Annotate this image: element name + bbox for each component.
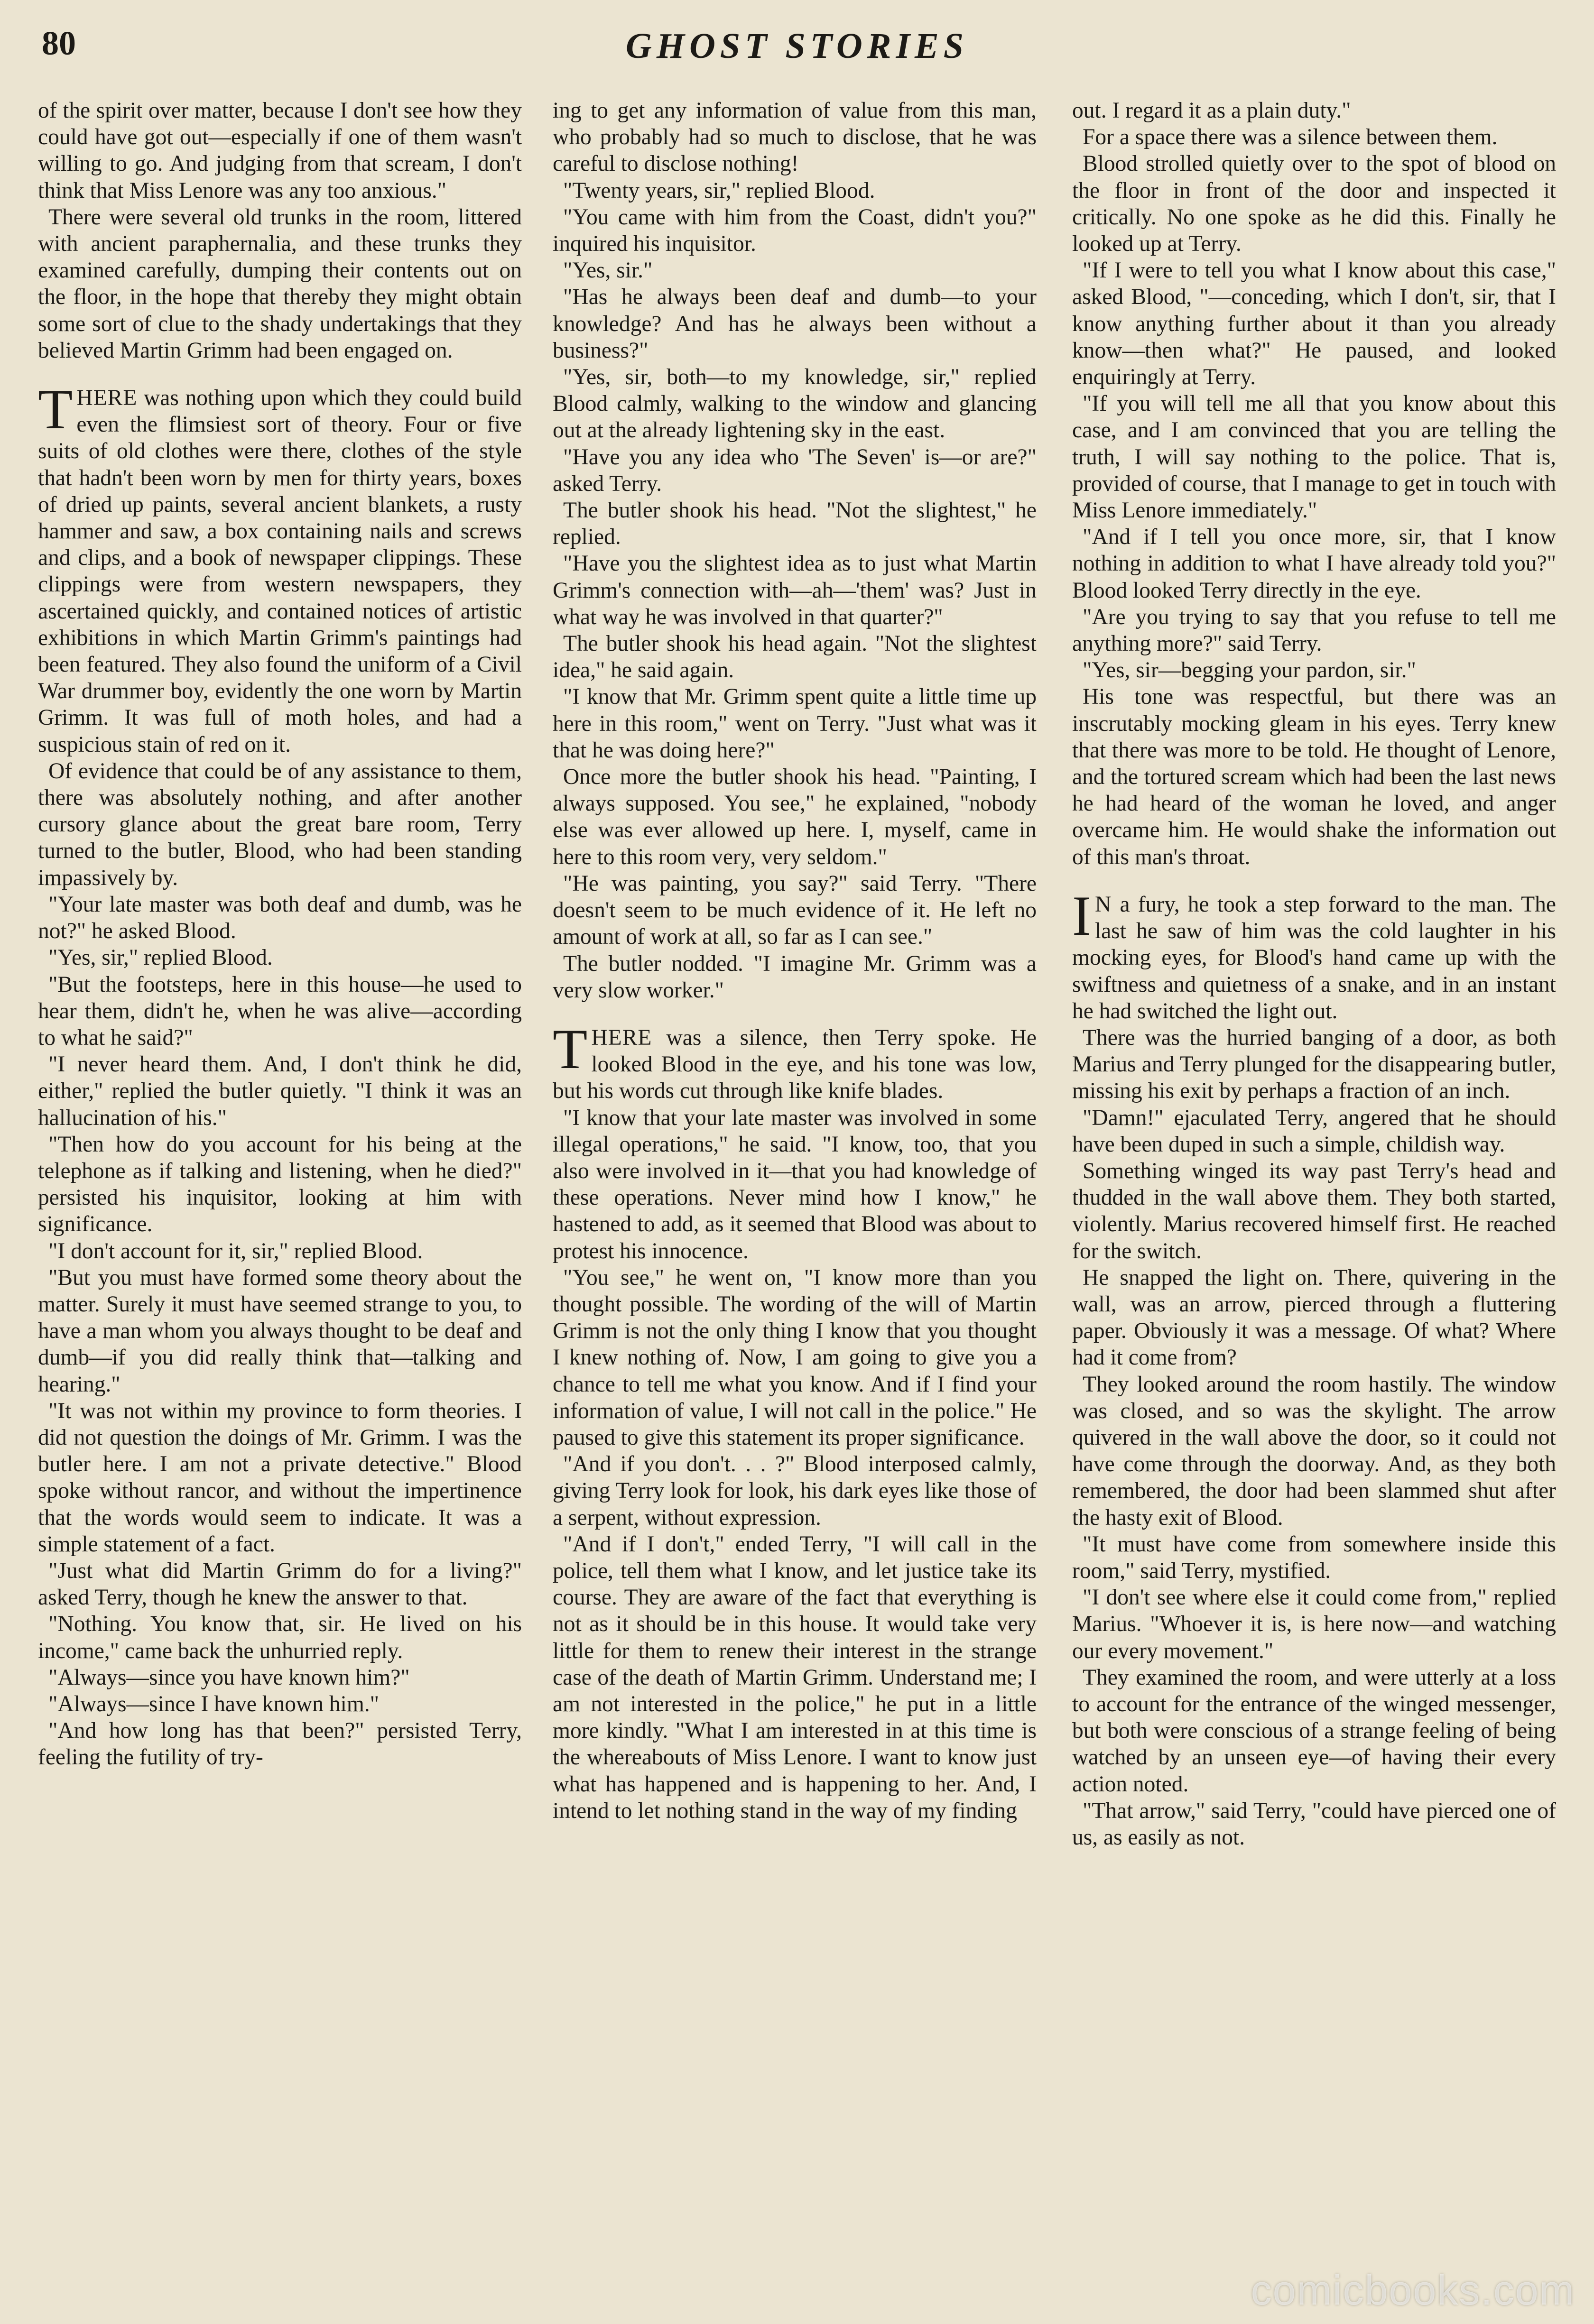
paragraph [38, 971, 522, 1051]
paragraph-text: "You came with him from the Coast, didn't you?" inquired his inquisitor. [553, 204, 1037, 257]
paragraph [1072, 97, 1556, 124]
paragraph [553, 870, 1037, 950]
paragraph-text: His tone was respectful, but there was an inscrutably mocking gleam in his eyes. Terry knew that there was more to be told. He thought of Lenore, and the tortured scream which had been the last news he had heard of the woman he loved, and anger overcame him. He would shake the information out of this man's throat. [1072, 684, 1556, 869]
paragraph [38, 1264, 522, 1398]
paragraph [1072, 1264, 1556, 1371]
paragraph [553, 683, 1037, 764]
paragraph-text: "I know that your late master was involved in some illegal operations," he said. "I know, too, that you also were involved in it—that you had knowledge of these operations. Never mind how I know," he hastened to add, as it seemed that Blood was about to protest his innocence. [553, 1105, 1037, 1263]
paragraph-text: "But the footsteps, here in this house—he used to hear them, didn't he, when he was alive—according to what he said?" [38, 972, 522, 1050]
paragraph [1072, 683, 1556, 870]
paragraph-text: "If you will tell me all that you know about this case, and I am convinced that you are telling the truth, I will say nothing to the police. That is, provided of course, that I manage to get in touch with Miss Lenore immediately." [1072, 391, 1556, 523]
paragraph-text: The butler nodded. "I imagine Mr. Grimm was a very slow worker." [553, 951, 1037, 1003]
paragraph-text: Of evidence that could be of any assistance to them, there was absolutely nothing, and after another cursory glance about the great bare room, Terry turned to the butler, Blood, who had been standing impassively by. [38, 758, 522, 890]
text-column-1 [38, 97, 522, 2303]
paragraph [38, 944, 522, 971]
paragraph [1072, 1371, 1556, 1531]
paragraph-text: "It must have come from somewhere inside this room," said Terry, mystified. [1072, 1531, 1556, 1583]
page-number: 80 [42, 24, 76, 62]
lead-in: N [1094, 892, 1112, 917]
section-paragraph [553, 1017, 1037, 1105]
paragraph [38, 1664, 522, 1691]
paragraph-text: "Yes, sir—begging your pardon, sir." [1083, 658, 1416, 683]
paragraph [38, 204, 522, 364]
paragraph-text: "Damn!" ejaculated Terry, angered that he should have been duped in such a simple, childish way. [1072, 1105, 1556, 1157]
paragraph-text: "Your late master was both deaf and dumb, was he not?" he asked Blood. [38, 892, 522, 944]
lead-in: HERE [591, 1025, 652, 1050]
paragraph [553, 630, 1037, 683]
drop-cap: T [38, 378, 73, 441]
paragraph [1072, 257, 1556, 390]
paragraph [38, 1238, 522, 1264]
paragraph [1072, 604, 1556, 657]
paragraph-text: "Yes, sir," replied Blood. [48, 945, 273, 970]
paragraph-text: Something winged its way past Terry's head and thudded in the wall above them. They both started, violently. Marius recovered himself first. He reached for the switch. [1072, 1158, 1556, 1263]
paragraph-text: "He was painting, you say?" said Terry. "There doesn't seem to be much evidence of it. He left no amount of work at all, so far as I can see." [553, 871, 1037, 950]
paragraph-text: "If I were to tell you what I know about this case," asked Blood, "—conceding, which I don't, sir, that I know anything further about it than you already know—then what?" He paused, and looked enquiringly at Terry. [1072, 258, 1556, 390]
paragraph-text: "You see," he went on, "I know more than you thought possible. The wording of the will of Martin Grimm is not the only thing I know that you thought I knew nothing of. Now, I am going to give you a chance to tell me what you know. And if I find your information of value, I will not call in the police." He paused to give this statement its proper significance. [553, 1265, 1037, 1450]
paragraph [553, 1531, 1037, 1824]
paragraph [553, 257, 1037, 284]
paragraph-text: was nothing upon which they could build even the flimsiest sort of theory. Four or five suits of old clothes were there, clothes of the style that hadn't been worn by men for thirty years, boxes of dried up paints, several ancient blankets, a rusty hammer and saw, a box containing nails and screws and clips, and a book of newspaper clippings. These clippings were from western newspapers, they ascertained quickly, and contained notices of artistic exhibitions in which Martin Grimm's paintings had been featured. They also found the uniform of a Civil War drummer boy, evidently the one worn by Martin Grimm. It was full of moth holes, and had a suspicious stain of red on it. [38, 386, 522, 757]
running-title: GHOST STORIES [625, 26, 968, 66]
section-paragraph [38, 378, 522, 758]
paragraph-text: "I don't account for it, sir," replied Blood. [48, 1238, 423, 1263]
paragraph-text: "That arrow," said Terry, "could have pierced one of us, as easily as not. [1072, 1798, 1556, 1850]
drop-cap: I [1072, 884, 1091, 947]
paragraph-text: "I don't see where else it could come from," replied Marius. "Whoever it is, is here now—and watching our every movement." [1072, 1585, 1556, 1663]
paragraph [553, 284, 1037, 364]
paragraph [553, 764, 1037, 870]
paragraph-text: out. I regard it as a plain duty." [1072, 98, 1351, 123]
paragraph-text: There was the hurried banging of a door, as both Marius and Terry plunged for the disappearing butler, missing his exit by perhaps a fraction of an inch. [1072, 1025, 1556, 1104]
paragraph-text: The butler shook his head again. "Not the slightest idea," he said again. [553, 631, 1037, 683]
lead-in: HERE [76, 386, 138, 411]
paragraph-text: Once more the butler shook his head. "Painting, I always supposed. You see," he explained, "nobody else was ever allowed up here. I, myself, came in here to this room very, very seldom." [553, 765, 1037, 869]
paragraph [553, 364, 1037, 444]
paragraph-text: The butler shook his head. "Not the slightest," he replied. [553, 498, 1037, 550]
section-paragraph [1072, 884, 1556, 1024]
paragraph [1072, 1105, 1556, 1158]
paragraph-text: "Have you the slightest idea as to just what Martin Grimm's connection with—ah—'them' was? Just in what way he was involved in that quarter?" [553, 551, 1037, 629]
paragraph-text: "Always—since you have known him?" [48, 1665, 410, 1690]
paragraph-text: "Yes, sir, both—to my knowledge, sir," replied Blood calmly, walking to the window and glancing out at the already lightening sky in the east. [553, 365, 1037, 443]
paragraph-text: a fury, he took a step forward to the man. The last he saw of him was the cold laughter in his mocking eyes, for Blood's hand came up with the swiftness and quietness of a snake, and in an instant he had switched the light out. [1072, 892, 1556, 1024]
paragraph [38, 1051, 522, 1131]
paragraph [553, 1264, 1037, 1451]
paragraph [1072, 1664, 1556, 1798]
paragraph [553, 1105, 1037, 1264]
paragraph [38, 1691, 522, 1717]
paragraph-text: was a silence, then Terry spoke. He looked Blood in the eye, and his tone was low, but his words cut through like knife blades. [553, 1025, 1037, 1104]
paragraph [1072, 524, 1556, 604]
paragraph-text: "And how long has that been?" persisted Terry, feeling the futility of try- [38, 1718, 522, 1770]
text-column-2 [553, 97, 1037, 2303]
paragraph-text: For a space there was a silence between them. [1083, 125, 1498, 150]
paragraph-text: "And if you don't. . . ?" Blood interposed calmly, giving Terry look for look, his dark eyes like those of a serpent, without expression. [553, 1452, 1037, 1530]
paragraph [1072, 150, 1556, 257]
text-column-3 [1072, 97, 1556, 2303]
paragraph [1072, 1584, 1556, 1664]
paragraph-text: There were several old trunks in the room, littered with ancient paraphernalia, and these trunks they examined carefully, dumping their contents out on the floor, in the hope that thereby they might obtain some sort of clue to the shady undertakings that they believed Martin Grimm had been engaged on. [38, 204, 522, 363]
paragraph-text: He snapped the light on. There, quivering in the wall, was an arrow, pierced through a fluttering paper. Obviously it was a message. Of what? Where had it come from? [1072, 1265, 1556, 1370]
paragraph-text: "And if I don't," ended Terry, "I will call in the police, tell them what I know, and let justice take its course. They are aware of the fact that everything is not as it should be in this house. It would take very little for them to renew their interest in the strange case of the death of Martin Grimm. Understand me; I am not interested in the police," he put in a little more kindly. "What I am interested in at this time is the whereabouts of Miss Lenore. I want to know just what has happened and is happening to her. And, I intend to let nothing stand in the way of my finding [553, 1531, 1037, 1823]
paragraph-text: They looked around the room hastily. The window was closed, and so was the skylight. The arrow quivered in the wall above the door, so it could not have come through the doorway. And, as they both remembered, the door had been slammed shut after the hasty exit of Blood. [1072, 1372, 1556, 1530]
paragraph-text: "But you must have formed some theory about the matter. Surely it must have seemed strange to you, to have a man whom you always thought to be deaf and dumb—if you did really think that—talking and hearing." [38, 1265, 522, 1397]
paragraph [553, 177, 1037, 204]
paragraph [1072, 1024, 1556, 1105]
paragraph-text: "Always—since I have known him." [48, 1691, 380, 1716]
paragraph [38, 97, 522, 204]
paragraph [553, 444, 1037, 497]
paragraph-text: "And if I tell you once more, sir, that I know nothing in addition to what I have already told you?" Blood looked Terry directly in the eye. [1072, 525, 1556, 603]
paragraph [553, 204, 1037, 257]
paragraph-text: "Are you trying to say that you refuse to tell me anything more?" said Terry. [1072, 604, 1556, 656]
paragraph-text: of the spirit over matter, because I don't see how they could have got out—especially if one of them wasn't willing to go. And judging from that scream, I don't think that Miss Lenore was any too anxious." [38, 98, 522, 203]
drop-cap: T [553, 1017, 588, 1080]
paragraph [38, 758, 522, 891]
paragraph-text: Blood strolled quietly over to the spot of blood on the floor in front of the door and inspected it critically. No one spoke as he did this. Finally he looked up at Terry. [1072, 151, 1556, 257]
paragraph-text: "Nothing. You know that, sir. He lived on his income," came back the unhurried reply. [38, 1612, 522, 1663]
paragraph [553, 950, 1037, 1004]
paragraph-text: "It was not within my province to form theories. I did not question the doings of Mr. Grimm. I was the butler here. I am not a private detective." Blood spoke without rancor, and without the impertinence that the words would seem to indicate. It was a simple statement of a fact. [38, 1398, 522, 1557]
paragraph [38, 1131, 522, 1238]
paragraph [38, 1611, 522, 1664]
paragraph [553, 550, 1037, 630]
paragraph [1072, 657, 1556, 683]
paragraph-text: "Just what did Martin Grimm do for a living?" asked Terry, though he knew the answer to that. [38, 1558, 522, 1610]
paragraph [553, 497, 1037, 550]
paragraph-text: "Yes, sir." [563, 258, 653, 283]
paragraph-text: They examined the room, and were utterly at a loss to account for the entrance of the winged messenger, but both were conscious of a strange feeling of being watched by an unseen eye—of having their every action noted. [1072, 1665, 1556, 1797]
paragraph [38, 1398, 522, 1558]
paragraph [1072, 1158, 1556, 1264]
paragraph [38, 1558, 522, 1611]
paragraph [38, 1717, 522, 1771]
paragraph [1072, 124, 1556, 150]
paragraph-text: "Has he always been deaf and dumb—to your knowledge? And has he always been without a business?" [553, 285, 1037, 363]
paragraph [38, 891, 522, 944]
paragraph [553, 97, 1037, 177]
watermark: comicbooks.com [1251, 2267, 1575, 2314]
paragraph-text: "Then how do you account for his being at the telephone as if talking and listening, when he died?" persisted his inquisitor, looking at him with significance. [38, 1132, 522, 1237]
paragraph-text: "I never heard them. And, I don't think he did, either," replied the butler quietly. "I think it was an hallucination of his." [38, 1052, 522, 1130]
paragraph-text: "Twenty years, sir," replied Blood. [563, 178, 875, 203]
paragraph [1072, 390, 1556, 524]
paragraph-text: "Have you any idea who 'The Seven' is—or are?" asked Terry. [553, 444, 1037, 496]
paragraph-text: "I know that Mr. Grimm spent quite a little time up here in this room," went on Terry. "Just what was it that he was doing here?" [553, 684, 1037, 763]
paragraph-text: ing to get any information of value from this man, who probably had so much to disclose, that he was careful to disclose nothing! [553, 98, 1037, 176]
page-header [42, 19, 1552, 90]
paragraph [553, 1451, 1037, 1531]
paragraph [1072, 1798, 1556, 1851]
paragraph [1072, 1531, 1556, 1584]
